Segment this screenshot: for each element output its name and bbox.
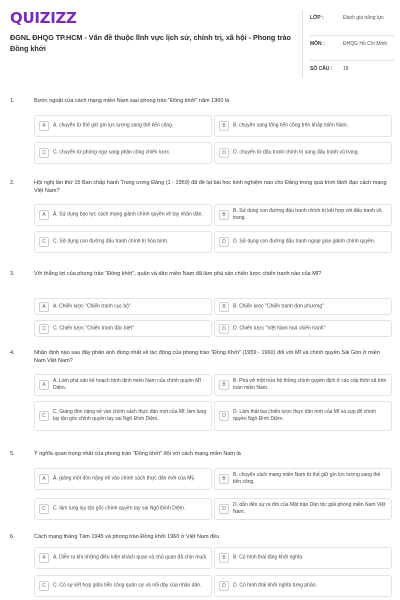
option-letter-badge: A xyxy=(39,121,49,131)
meta-label: SỐ CÂU : xyxy=(310,66,333,72)
question-text: Nhận định nào sau đây phản ánh đúng nhất về tác động của phong trào "Đồng Khởi" (1959 - 1960) đối với Mĩ và chính quyền Sài Gòn ở miền Nam Việt Nam? xyxy=(34,350,380,364)
option-d[interactable] xyxy=(214,498,392,520)
option-b[interactable] xyxy=(214,374,392,396)
option-c[interactable] xyxy=(34,575,212,597)
option-text: B. Phá vỡ một nửa hệ thống chính quyền địch ở các cấp thôn xã trên toàn miền Nam. xyxy=(233,378,387,391)
meta-value: ĐHQG Hồ Chí Minh xyxy=(343,41,388,47)
question-number: 3. xyxy=(10,271,15,277)
option-text: A. chuyển từ thế giữ gìn lực lượng sang thế tiến công. xyxy=(53,122,174,129)
option-letter-badge: C xyxy=(39,324,49,334)
option-letter-badge: A xyxy=(39,380,49,390)
question-number: 1. xyxy=(10,98,15,104)
option-d[interactable] xyxy=(214,401,392,431)
option-text: A. Sử dụng bạo lực cách mạng giành chính quyền về tay nhân dân. xyxy=(53,211,203,218)
quizizz-logo: QUIZIZZ xyxy=(10,9,77,27)
question-number: 2. xyxy=(10,180,15,186)
option-text: C. Chiến lược "Chiến tranh đặc biệt" xyxy=(53,325,134,332)
option-letter-badge: A xyxy=(39,302,49,312)
option-text: C. chuyển từ phòng ngự sang phản công chiến lược. xyxy=(53,149,171,156)
option-d[interactable] xyxy=(214,575,392,597)
meta-divider xyxy=(310,60,394,61)
option-letter-badge: B xyxy=(219,210,229,220)
option-text: A. Chiến lược "Chiến tranh cục bộ" xyxy=(53,303,131,310)
option-letter-badge: C xyxy=(39,411,49,421)
option-text: D. dẫn đến sự ra đời của Mặt trận Dân tộc giải phóng miền Nam Việt Nam. xyxy=(233,502,386,515)
option-b[interactable] xyxy=(214,547,392,569)
option-text: A. giáng một đòn nặng nề vào chính sách thực dân mới của Mỹ. xyxy=(53,475,196,482)
option-text: A. Diễn ra khi những điều kiện khách quan và chủ quan đã chín muồi. xyxy=(53,554,208,561)
option-text: B. Chiến lược "Chiến tranh đơn phương" xyxy=(233,303,324,310)
option-text: C. Giáng đòn nặng nề vào chính sách thực dân mới của Mĩ, làm lung lay tận gốc chính quyền tay sai Ngô Đình Diệm. xyxy=(53,409,207,422)
option-c[interactable] xyxy=(34,142,212,164)
option-c[interactable] xyxy=(34,320,212,337)
option-text: C. làm lung lay tận gốc chính quyền tay sai Ngô Đình Diệm. xyxy=(53,505,186,512)
option-text: C. Có sự kết hợp giữa tiến công quân sự và nổi dậy của nhân dân. xyxy=(53,582,202,589)
option-letter-badge: B xyxy=(219,380,229,390)
option-d[interactable] xyxy=(214,320,392,337)
option-letter-badge: D xyxy=(219,148,229,158)
worksheet-header xyxy=(0,0,400,80)
option-letter-badge: B xyxy=(219,121,229,131)
option-b[interactable] xyxy=(214,204,392,226)
option-d[interactable] xyxy=(214,231,392,253)
option-letter-badge: B xyxy=(219,474,229,484)
question-number: 6. xyxy=(10,534,15,540)
option-letter-badge: B xyxy=(219,302,229,312)
option-letter-badge: D xyxy=(219,324,229,334)
option-text: C. Sử dụng con đường đấu tranh chính trị hòa bình. xyxy=(53,238,169,245)
option-letter-badge: C xyxy=(39,148,49,158)
option-text: D. Sử dụng con đường đấu tranh ngoại giao giành chính quyền. xyxy=(233,238,376,245)
option-letter-badge: D xyxy=(219,504,229,514)
option-letter-badge: D xyxy=(219,411,229,421)
option-a[interactable] xyxy=(34,374,212,396)
question-number: 4. xyxy=(10,350,15,356)
meta-divider xyxy=(310,35,394,36)
option-text: D. Chiến lược "Việt Nam hoá chiến tranh" xyxy=(233,325,326,332)
meta-value: Đánh giá năng lực xyxy=(343,15,384,21)
worksheet-title: ĐGNL ĐHQG TP.HCM - Vấn đề thuộc lĩnh vực lịch sử, chính trị, xã hội - Phong trào Đồng khởi xyxy=(10,33,291,53)
option-a[interactable] xyxy=(34,204,212,226)
option-text: B. Có hình thái tổng khởi nghĩa xyxy=(233,554,303,561)
option-letter-badge: D xyxy=(219,581,229,591)
question-text: Cách mạng tháng Tám 1945 và phong trào Đồng khởi 1960 ở Việt Nam đều xyxy=(34,534,220,540)
meta-value: 18 xyxy=(343,66,349,72)
option-text: D. chuyển từ đấu tranh chính trị sang đấu tranh vũ trang. xyxy=(233,149,359,156)
option-letter-badge: C xyxy=(39,581,49,591)
option-text: B. Sử dụng con đường đấu tranh chính trị kết hợp với đấu tranh vũ trang. xyxy=(233,208,382,221)
question-text: Bước ngoặt của cách mạng miền Nam sau phong trào "Đồng khởi" năm 1960 là xyxy=(34,98,230,104)
option-a[interactable] xyxy=(34,547,212,569)
header-divider xyxy=(302,10,303,78)
option-letter-badge: A xyxy=(39,210,49,220)
question-number: 5. xyxy=(10,451,15,457)
option-a[interactable] xyxy=(34,468,212,490)
option-d[interactable] xyxy=(214,142,392,164)
option-b[interactable] xyxy=(214,468,392,490)
question-text: Với thắng lợi của phong trào "Đồng khởi", quân và dân miền Nam đã làm phá sản chiến lược chiến tranh nào của Mĩ? xyxy=(34,271,322,277)
option-letter-badge: A xyxy=(39,553,49,563)
meta-label: MÔN : xyxy=(310,41,325,47)
option-c[interactable] xyxy=(34,401,212,431)
option-text: B. chuyển cách mạng miền Nam từ thế giữ gìn lực lượng sang thế tiến công. xyxy=(233,472,381,485)
option-letter-badge: A xyxy=(39,474,49,484)
question-text: Ý nghĩa quan trọng nhất của phong trào "Đồng khởi" đối với cách mạng miền Nam là xyxy=(34,451,241,457)
option-letter-badge: C xyxy=(39,237,49,247)
meta-label: LỚP : xyxy=(310,15,324,21)
option-b[interactable] xyxy=(214,298,392,315)
question-text: Hội nghị lần thứ 15 Ban chấp hành Trung ương Đảng (1 - 1959) đã đề lại bài học kinh nghiệm nào cho Đảng trong quá trình lãnh đạo cách mạng Việt Nam? xyxy=(34,180,387,194)
option-text: B. chuyển sang tổng tiến công trên khắp miền Nam. xyxy=(233,122,349,129)
option-text: A. Làm phá sản kế hoạch bình định miền Nam của chính quyền Mĩ - Diệm. xyxy=(53,378,204,391)
option-b[interactable] xyxy=(214,115,392,137)
option-c[interactable] xyxy=(34,498,212,520)
option-letter-badge: B xyxy=(219,553,229,563)
option-text: D. Có hình thái khởi nghĩa từng phần. xyxy=(233,582,317,589)
option-a[interactable] xyxy=(34,298,212,315)
option-letter-badge: C xyxy=(39,504,49,514)
option-text: D. Làm thất bại chiến lược thực dân mới của Mĩ và sụp đổ chính quyền Ngô Đình Diệm. xyxy=(233,409,377,422)
option-letter-badge: D xyxy=(219,237,229,247)
option-a[interactable] xyxy=(34,115,212,137)
option-c[interactable] xyxy=(34,231,212,253)
